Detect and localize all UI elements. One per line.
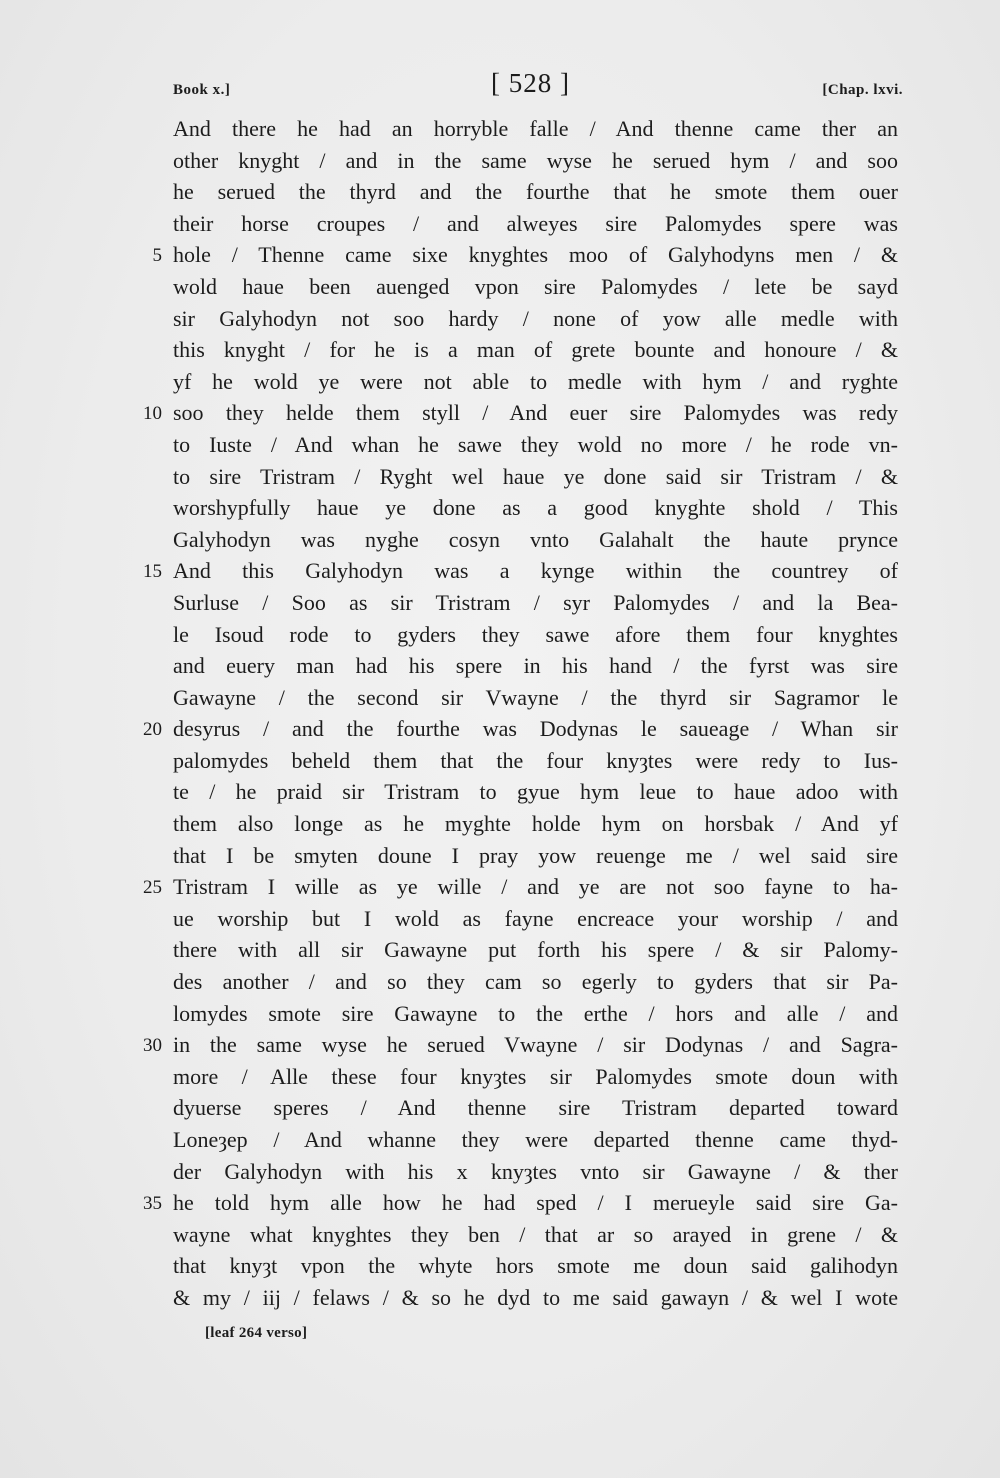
line-text: Loneȝep / And whanne they were departed thenne came thyd-	[173, 1127, 898, 1152]
text-line	[0, 303, 1000, 335]
line-text: des another / and so they cam so egerly to gyders that sir Pa-	[173, 969, 898, 995]
line-text: lomydes smote sire Gawayne to the erthe / hors and alle / and	[173, 1000, 898, 1026]
line-number: 5	[152, 245, 162, 267]
line-text: palomydes beheld them that the four knyȝtes were redy to Ius-	[173, 747, 898, 773]
line-text: them also longe as he myghte holde hym on horsbak / And yf	[173, 811, 898, 837]
line-text: ue worship but I wold as fayne encreace your worship / and	[173, 905, 898, 931]
line-text: Tristram I wille as ye wille / and ye are not soo fayne to ha-	[173, 874, 898, 900]
text-line	[0, 776, 1000, 808]
line-text: that I be smyten doune I pray yow reuenge me / wel said sire	[173, 842, 898, 868]
line-text: hole / Thenne came sixe knyghtes moo of Galyhodyns men / &	[173, 242, 898, 268]
body-text	[0, 113, 1000, 1314]
text-line	[0, 587, 1000, 619]
leaf-note: [leaf 264 verso]	[205, 1325, 308, 1341]
line-text: their horse croupes / and alweyes sire Palomydes spere was	[173, 210, 898, 236]
line-text: And this Galyhodyn was a kynge within the countrey of	[173, 558, 898, 584]
line-text: wold haue been auenged vpon sire Palomydes / lete be sayd	[173, 273, 898, 299]
text-line	[0, 555, 1000, 587]
text-line	[0, 334, 1000, 366]
line-text: and euery man had his spere in his hand / the fyrst was sire	[173, 653, 898, 679]
line-text: Surluse / Soo as sir Tristram / syr Palomydes / and la Bea-	[173, 589, 898, 615]
text-line	[0, 1092, 1000, 1124]
line-text: dyuerse speres / And thenne sire Tristram departed toward	[173, 1095, 898, 1121]
line-text: der Galyhodyn with his x knyȝtes vnto sir Gawayne / & ther	[173, 1158, 898, 1184]
line-text: more / Alle these four knyȝtes sir Palomydes smote doun with	[173, 1063, 898, 1089]
line-text: to sire Tristram / Ryght wel haue ye done said sir Tristram / &	[173, 463, 898, 489]
text-line	[0, 808, 1000, 840]
line-text: that knyȝt vpon the whyte hors smote me doun said galihodyn	[173, 1253, 898, 1279]
line-text: worshypfully haue ye done as a good knyghte shold / This	[173, 495, 898, 521]
text-line	[0, 840, 1000, 872]
text-line	[0, 492, 1000, 524]
text-line	[0, 366, 1000, 398]
line-number: 30	[143, 1035, 162, 1057]
line-text: there with all sir Gawayne put forth his spere / & sir Palomy-	[173, 937, 898, 963]
text-line	[0, 713, 1000, 745]
text-line	[0, 966, 1000, 998]
text-line	[0, 176, 1000, 208]
line-number: 10	[143, 403, 162, 425]
text-line	[0, 461, 1000, 493]
text-line	[0, 650, 1000, 682]
line-text: Gawayne / the second sir Vwayne / the thyrd sir Sagramor le	[173, 684, 898, 710]
line-text: to Iuste / And whan he sawe they wold no more / he rode vn-	[173, 431, 898, 457]
text-line	[0, 239, 1000, 271]
text-line	[0, 903, 1000, 935]
text-line	[0, 745, 1000, 777]
text-line	[0, 1282, 1000, 1314]
line-number: 25	[143, 877, 162, 899]
line-text: in the same wyse he serued Vwayne / sir Dodynas / and Sagra-	[173, 1032, 898, 1058]
line-text: Galyhodyn was nyghe cosyn vnto Galahalt the haute prynce	[173, 526, 898, 552]
line-number: 20	[143, 719, 162, 741]
running-head	[173, 68, 903, 108]
line-text: wayne what knyghtes they ben / that ar so arayed in grene / &	[173, 1221, 898, 1247]
text-line	[0, 1029, 1000, 1061]
text-line	[0, 1250, 1000, 1282]
line-text: this knyght / for he is a man of grete bounte and honoure / &	[173, 337, 898, 363]
line-text: & my / iij / felaws / & so he dyd to me said gawayn / & wel I wote	[173, 1284, 898, 1310]
line-text: other knyght / and in the same wyse he serued hym / and soo	[173, 147, 898, 173]
text-line	[0, 429, 1000, 461]
text-line	[0, 1061, 1000, 1093]
text-line	[0, 934, 1000, 966]
text-line	[0, 1219, 1000, 1251]
line-text: he told hym alle how he had sped / I merueyle said sire Ga-	[173, 1190, 898, 1216]
text-line	[0, 271, 1000, 303]
text-line	[0, 145, 1000, 177]
text-line	[0, 682, 1000, 714]
line-number: 35	[143, 1193, 162, 1215]
text-line	[0, 871, 1000, 903]
text-line	[0, 397, 1000, 429]
running-head-book: Book x.]	[173, 82, 231, 98]
line-text: te / he praid sir Tristram to gyue hym leue to haue adoo with	[173, 779, 898, 805]
line-text: soo they helde them styll / And euer sire Palomydes was redy	[173, 400, 898, 426]
text-line	[0, 619, 1000, 651]
page-number: [ 528 ]	[491, 68, 570, 98]
text-line	[0, 1187, 1000, 1219]
line-text: sir Galyhodyn not soo hardy / none of yow alle medle with	[173, 305, 898, 331]
line-text: le Isoud rode to gyders they sawe afore them four knyghtes	[173, 621, 898, 647]
text-line	[0, 1124, 1000, 1156]
line-text: desyrus / and the fourthe was Dodynas le saueage / Whan sir	[173, 716, 898, 742]
text-line	[0, 1156, 1000, 1188]
line-number: 15	[143, 561, 162, 583]
text-line	[0, 208, 1000, 240]
running-head-chapter: [Chap. lxvi.	[822, 82, 903, 98]
text-line	[0, 998, 1000, 1030]
line-text: he serued the thyrd and the fourthe that he smote them ouer	[173, 179, 898, 205]
line-text: And there he had an horryble falle / And thenne came ther an	[173, 116, 898, 141]
text-line	[0, 113, 1000, 145]
line-text: yf he wold ye were not able to medle with hym / and ryghte	[173, 368, 898, 394]
text-line	[0, 524, 1000, 556]
